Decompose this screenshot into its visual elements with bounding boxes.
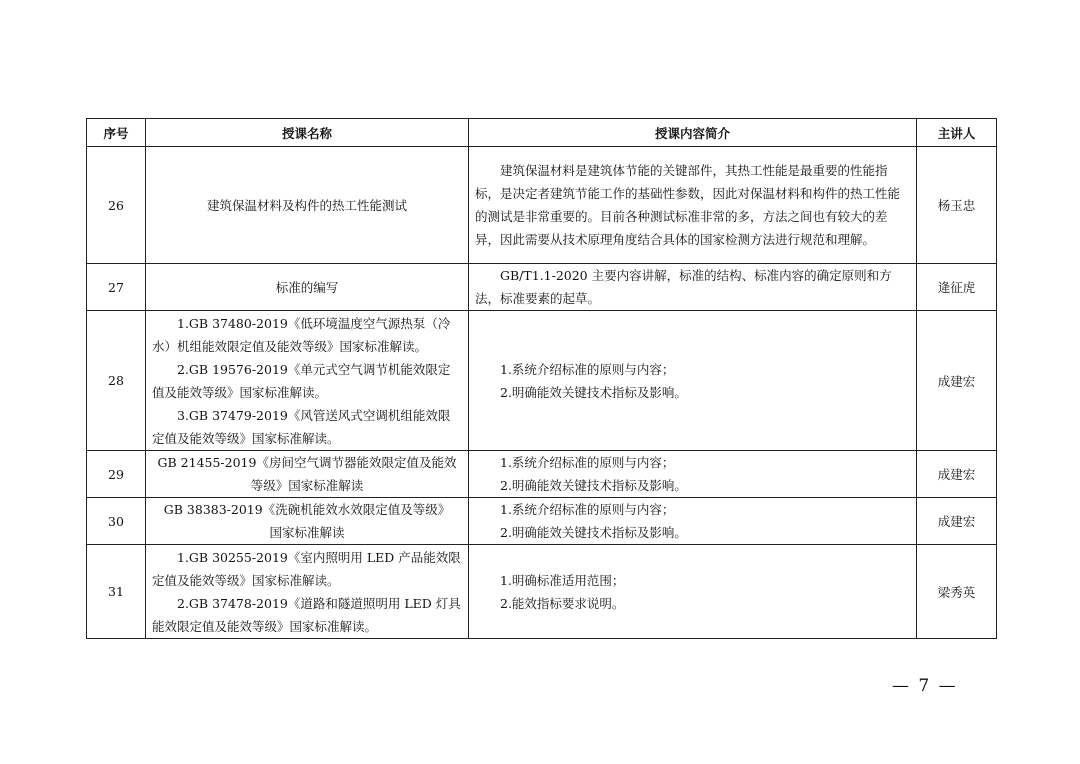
speaker-name: 杨玉忠 <box>917 147 997 264</box>
speaker-name: 成建宏 <box>917 498 997 545</box>
course-name-line: GB 21455-2019《房间空气调节器能效限定值及能效等级》国家标准解读 <box>157 455 457 493</box>
description-line: 建筑保温材料是建筑体节能的关键部件，其热工性能是最重要的性能指标，是决定者建筑节能工作的基础性参数，因此对保温材料和构件的热工性能的测试是非常重要的。目前各种测试标准非常的多，方法之间也有较大的差异，因此需要从技术原理角度结合具体的国家检测方法进行规范和理解。 <box>475 163 901 247</box>
table-row <box>87 498 997 545</box>
course-name-line: 2.GB 37478-2019《道路和隧道照明用 LED 灯具能效限定值及能效等级》国家标准解读。 <box>152 595 461 634</box>
course-table <box>86 118 997 639</box>
row-number: 27 <box>87 264 146 311</box>
course-name-line: 1.GB 37480-2019《低环境温度空气源热泵（冷水）机组能效限定值及能效等级》国家标准解读。 <box>152 315 451 354</box>
course-name <box>146 264 469 311</box>
speaker-name: 成建宏 <box>917 311 997 451</box>
course-name-line: 3.GB 37479-2019《风管送风式空调机组能效限定值及能效等级》国家标准解读。 <box>152 407 451 446</box>
course-description <box>469 311 917 451</box>
course-name-line: 建筑保温材料及构件的热工性能测试 <box>206 197 407 213</box>
header-speaker: 主讲人 <box>917 119 997 147</box>
course-name <box>146 498 469 545</box>
row-number: 30 <box>87 498 146 545</box>
speaker-name: 梁秀英 <box>917 545 997 639</box>
header-no: 序号 <box>87 119 146 147</box>
course-name <box>146 311 469 451</box>
description-line: 2.明确能效关键技术指标及影响。 <box>500 525 687 540</box>
course-name-line: 国家标准解读 <box>269 525 345 540</box>
description-line: 1.系统介绍标准的原则与内容； <box>500 455 675 470</box>
description-line: 1.明确标准适用范围； <box>500 572 625 588</box>
speaker-name: 成建宏 <box>917 451 997 498</box>
table-row <box>87 147 997 264</box>
course-name <box>146 147 469 264</box>
table-row <box>87 264 997 311</box>
description-line: 1.系统介绍标准的原则与内容； <box>500 502 675 517</box>
table-row <box>87 451 997 498</box>
course-name <box>146 451 469 498</box>
table-row <box>87 311 997 451</box>
course-description <box>469 451 917 498</box>
description-line: 2.明确能效关键技术指标及影响。 <box>500 384 687 400</box>
table-row <box>87 545 997 639</box>
course-name-line: GB 38383-2019《洗碗机能效水效限定值及等级》 <box>163 502 451 517</box>
course-name-line: 标准的编写 <box>275 279 339 295</box>
description-line: 1.系统介绍标准的原则与内容； <box>500 361 675 377</box>
description-line: GB/T1.1-2020 主要内容讲解，标准的结构、标准内容的确定原则和方法，标准要素的起草。 <box>475 268 892 306</box>
row-number: 26 <box>87 147 146 264</box>
header-name: 授课名称 <box>146 119 469 147</box>
course-description <box>469 264 917 311</box>
speaker-name: 逄征虎 <box>917 264 997 311</box>
course-name <box>146 545 469 639</box>
page-number: — 7 — <box>892 676 958 696</box>
row-number: 29 <box>87 451 146 498</box>
course-name-line: 1.GB 30255-2019《室内照明用 LED 产品能效限定值及能效等级》国家标准解读。 <box>152 549 461 588</box>
header-desc: 授课内容简介 <box>469 119 917 147</box>
description-line: 2.明确能效关键技术指标及影响。 <box>500 478 687 493</box>
row-number: 28 <box>87 311 146 451</box>
course-description <box>469 498 917 545</box>
description-line: 2.能效指标要求说明。 <box>500 595 625 611</box>
course-description <box>469 147 917 264</box>
course-description <box>469 545 917 639</box>
row-number: 31 <box>87 545 146 639</box>
table-header-row <box>87 119 997 147</box>
course-name-line: 2.GB 19576-2019《单元式空气调节机能效限定值及能效等级》国家标准解读。 <box>152 361 451 400</box>
